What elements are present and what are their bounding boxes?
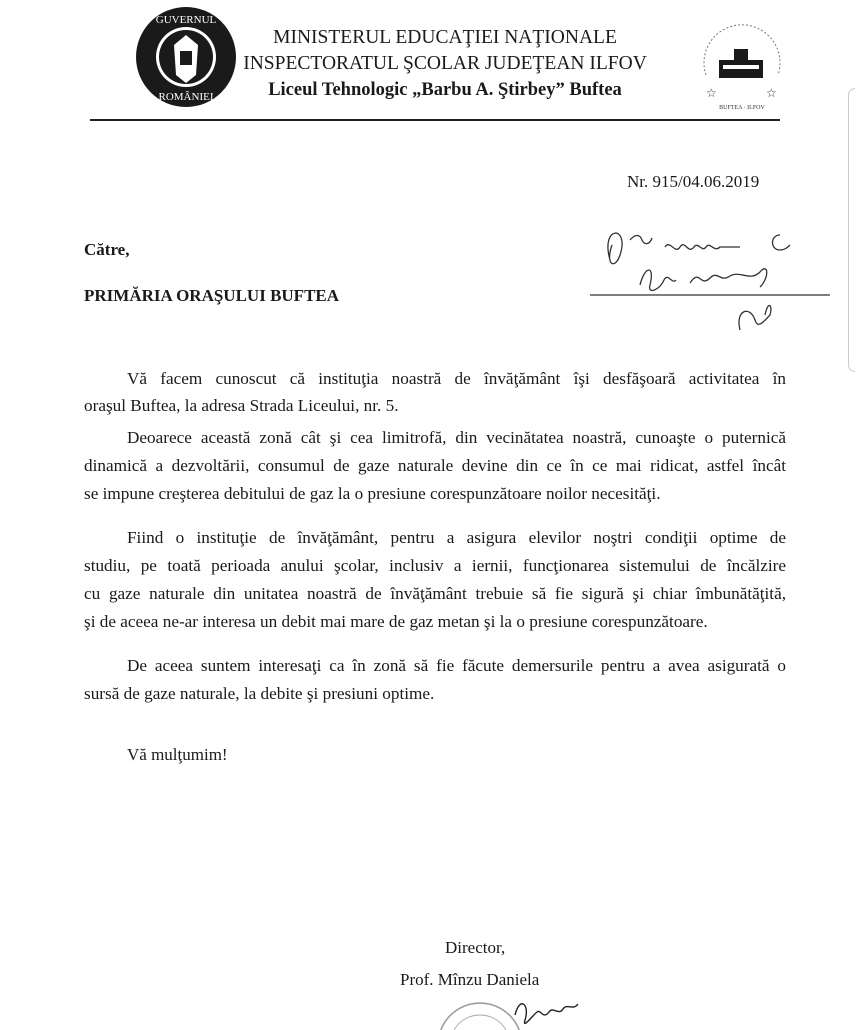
school-seal-logo (686, 15, 796, 115)
svg-text:ROMÂNIEI: ROMÂNIEI (158, 91, 214, 103)
svg-text:☆: ☆ (766, 86, 777, 100)
body-line: Fiind o instituţie de învăţământ, pentru a asigura elevilor noştri condiţii optime de (127, 528, 786, 547)
government-seal-logo (134, 5, 238, 109)
signature-title: Director, (445, 938, 506, 957)
body-line: De aceea suntem interesaţi ca în zonă să fie făcute demersurile pentru a avea asigurată o (127, 656, 786, 675)
handwritten-annotation (590, 215, 830, 340)
body-line: Vă facem cunoscut că instituţia noastră de învăţământ îşi desfăşoară activitatea în (127, 369, 786, 388)
recipient-name: PRIMĂRIA ORAŞULUI BUFTEA (84, 286, 340, 305)
body-line: cu gaze naturale din unitatea noastră de învăţământ trebuie să fie sigură şi chiar îmbunătăţită, (84, 584, 786, 603)
header-school: Liceul Tehnologic „Barbu A. Ştirbey” Buftea (268, 80, 622, 100)
header-ministry: MINISTERUL EDUCAŢIEI NAŢIONALE (273, 27, 617, 48)
svg-text:GUVERNUL: GUVERNUL (155, 14, 217, 26)
stamp-and-signature (400, 985, 640, 1030)
body-line: dinamică a dezvoltării, consumul de gaze naturale devine din ce în ce mai ridicat, astfel încât (84, 456, 786, 475)
svg-text:☆: ☆ (706, 86, 717, 100)
body-line: oraşul Buftea, la adresa Strada Liceului, nr. 5. (84, 396, 399, 415)
body-line: Deoarece această zonă cât şi cea limitrofă, din vecinătatea noastră, cunoaşte o puternică (127, 428, 786, 447)
salutation: Către, (84, 240, 130, 259)
body-line: studiu, pe toată perioada anului şcolar, inclusiv a iernii, funcţionarea sistemului de încălzire (84, 556, 786, 575)
signature-name: Prof. Mînzu Daniela (400, 970, 540, 989)
body-line: sursă de gaze naturale, la debite şi presiuni optime. (84, 684, 435, 703)
scan-edge (848, 88, 855, 372)
body-line: se impune creşterea debitului de gaz la o presiune corespunzătoare noilor necesităţi. (84, 484, 661, 503)
reference-number: Nr. 915/04.06.2019 (627, 172, 760, 191)
closing: Vă mulţumim! (127, 745, 228, 764)
header-inspectorate: INSPECTORATUL ŞCOLAR JUDEŢEAN ILFOV (243, 53, 647, 74)
header-divider (90, 119, 780, 121)
body-line: şi de aceea ne-ar interesa un debit mai mare de gaz metan şi la o presiune corespunzătoare. (84, 612, 708, 631)
svg-text:BUFTEA · ILFOV: BUFTEA · ILFOV (719, 105, 765, 111)
